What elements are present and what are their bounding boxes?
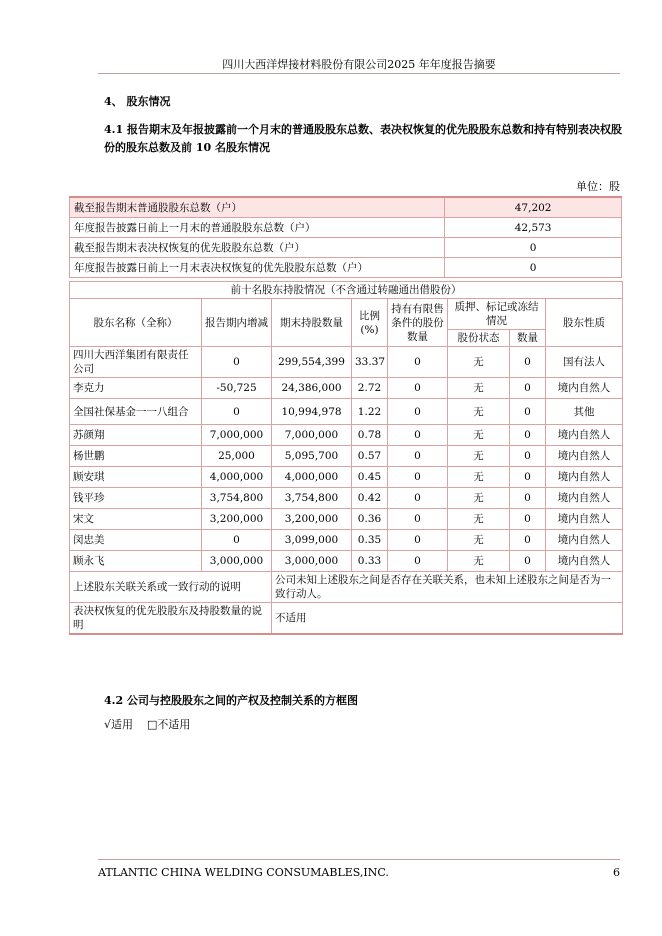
cell-nature: 境内自然人 — [546, 488, 623, 509]
header-pledge-status: 股份状态 — [448, 330, 510, 347]
pref-row — [70, 603, 623, 635]
cell-qty: 0 — [510, 399, 546, 425]
pref-text: 不适用 — [272, 603, 623, 635]
footer-rule — [98, 859, 620, 860]
cell-ratio: 0.57 — [352, 446, 388, 467]
cell-status: 无 — [448, 488, 510, 509]
page-header-title: 四川大西洋焊接材料股份有限公司2025 年年度报告摘要 — [222, 58, 496, 71]
cell-name: 宋文 — [70, 509, 202, 530]
section-4-1-heading: 4.1 报告期末及年报披露前一个月末的普通股股东总数、表决权恢复的优先股股东总数和持有特别表决权股份的股东总数及前 10 名股东情况 — [104, 123, 622, 154]
cell-ratio: 0.36 — [352, 509, 388, 530]
cell-qty: 0 — [510, 347, 546, 378]
cell-change: 3,200,000 — [202, 509, 272, 530]
summary-row — [70, 238, 622, 258]
not-applicable-checkbox[interactable]: □不适用 — [147, 718, 191, 731]
cell-qty: 0 — [510, 378, 546, 399]
cell-shares: 4,000,000 — [272, 467, 352, 488]
cell-change: 0 — [202, 530, 272, 551]
cell-ratio: 1.22 — [352, 399, 388, 425]
cell-restricted: 0 — [388, 467, 448, 488]
summary-label: 截至报告期末普通股股东总数（户） — [70, 197, 445, 218]
cell-name: 钱平珍 — [70, 488, 202, 509]
cell-nature: 国有法人 — [546, 347, 623, 378]
section-4-2-heading: 4.2 公司与控股股东之间的产权及控制关系的方框图 — [104, 694, 358, 707]
summary-row — [70, 197, 622, 218]
cell-change: 4,000,000 — [202, 467, 272, 488]
cell-name: 顾永飞 — [70, 551, 202, 572]
cell-nature: 其他 — [546, 399, 623, 425]
header-pledge: 质押、标记或冻结情况 — [448, 299, 546, 330]
cell-shares: 3,754,800 — [272, 488, 352, 509]
cell-change: 7,000,000 — [202, 425, 272, 446]
section-4-heading: 4、 股东情况 — [104, 95, 171, 108]
table-row — [70, 467, 623, 488]
cell-status: 无 — [448, 530, 510, 551]
cell-qty: 0 — [510, 488, 546, 509]
cell-nature: 境内自然人 — [546, 446, 623, 467]
table-row — [70, 446, 623, 467]
cell-status: 无 — [448, 446, 510, 467]
header-shares: 期末持股数量 — [272, 299, 352, 347]
cell-status: 无 — [448, 551, 510, 572]
cell-change: 25,000 — [202, 446, 272, 467]
cell-nature: 境内自然人 — [546, 378, 623, 399]
cell-ratio: 0.33 — [352, 551, 388, 572]
applicability-options — [104, 716, 190, 732]
header-change: 报告期内增减 — [202, 299, 272, 347]
cell-status: 无 — [448, 399, 510, 425]
cell-shares: 299,554,399 — [272, 347, 352, 378]
table-row — [70, 347, 623, 378]
cell-change: 0 — [202, 399, 272, 425]
cell-restricted: 0 — [388, 446, 448, 467]
page-number: 6 — [613, 866, 620, 879]
cell-shares: 7,000,000 — [272, 425, 352, 446]
summary-label: 年度报告披露日前上一月末表决权恢复的优先股股东总数（户） — [70, 258, 445, 278]
cell-shares: 5,095,700 — [272, 446, 352, 467]
table-row — [70, 530, 623, 551]
table-row — [70, 399, 623, 425]
table-row — [70, 551, 623, 572]
cell-shares: 3,099,000 — [272, 530, 352, 551]
cell-nature: 境内自然人 — [546, 425, 623, 446]
cell-ratio: 2.72 — [352, 378, 388, 399]
summary-value: 47,202 — [445, 197, 622, 218]
cell-status: 无 — [448, 467, 510, 488]
table-row — [70, 488, 623, 509]
cell-restricted: 0 — [388, 425, 448, 446]
cell-nature: 境内自然人 — [546, 551, 623, 572]
cell-status: 无 — [448, 347, 510, 378]
cell-name: 顾安琪 — [70, 467, 202, 488]
summary-label: 截至报告期末表决权恢复的优先股股东总数（户） — [70, 238, 445, 258]
header-nature: 股东性质 — [546, 299, 623, 347]
cell-restricted: 0 — [388, 551, 448, 572]
cell-qty: 0 — [510, 551, 546, 572]
cell-name: 全国社保基金一一八组合 — [70, 399, 202, 425]
pref-label: 表决权恢复的优先股股东及持股数量的说明 — [70, 603, 272, 635]
header-rule — [98, 73, 620, 74]
cell-qty: 0 — [510, 530, 546, 551]
cell-shares: 3,200,000 — [272, 509, 352, 530]
shareholder-summary-table — [69, 196, 622, 278]
unit-label: 单位：股 — [576, 180, 620, 193]
table-row — [70, 509, 623, 530]
summary-label: 年度报告披露日前上一月末的普通股股东总数（户） — [70, 218, 445, 238]
relation-label: 上述股东关联关系或一致行动的说明 — [70, 572, 272, 603]
cell-name: 苏颜翔 — [70, 425, 202, 446]
cell-shares: 10,994,978 — [272, 399, 352, 425]
cell-nature: 境内自然人 — [546, 530, 623, 551]
cell-ratio: 0.42 — [352, 488, 388, 509]
applicable-checkbox[interactable]: √适用 — [104, 718, 134, 731]
cell-name: 杨世鹏 — [70, 446, 202, 467]
relation-row — [70, 572, 623, 603]
cell-shares: 3,000,000 — [272, 551, 352, 572]
cell-ratio: 33.37 — [352, 347, 388, 378]
cell-restricted: 0 — [388, 347, 448, 378]
cell-status: 无 — [448, 509, 510, 530]
summary-row — [70, 218, 622, 238]
cell-ratio: 0.35 — [352, 530, 388, 551]
cell-shares: 24,386,000 — [272, 378, 352, 399]
cell-restricted: 0 — [388, 378, 448, 399]
header-ratio: 比例(%) — [352, 299, 388, 347]
cell-name: 闵忠美 — [70, 530, 202, 551]
summary-value: 0 — [445, 258, 622, 278]
summary-value: 42,573 — [445, 218, 622, 238]
cell-restricted: 0 — [388, 488, 448, 509]
summary-value: 0 — [445, 238, 622, 258]
cell-change: 3,754,800 — [202, 488, 272, 509]
cell-restricted: 0 — [388, 399, 448, 425]
top10-shareholders-table — [69, 281, 623, 635]
header-restricted: 持有有限售条件的股份数量 — [388, 299, 448, 347]
header-pledge-qty: 数量 — [510, 330, 546, 347]
top10-title: 前十名股东持股情况（不含通过转融通出借股份） — [70, 282, 623, 299]
summary-row — [70, 258, 622, 278]
cell-name: 李克力 — [70, 378, 202, 399]
cell-change: -50,725 — [202, 378, 272, 399]
cell-nature: 境内自然人 — [546, 467, 623, 488]
table-row — [70, 378, 623, 399]
cell-ratio: 0.45 — [352, 467, 388, 488]
cell-status: 无 — [448, 425, 510, 446]
cell-nature: 境内自然人 — [546, 509, 623, 530]
cell-status: 无 — [448, 378, 510, 399]
cell-change: 3,000,000 — [202, 551, 272, 572]
cell-name: 四川大西洋集团有限责任公司 — [70, 347, 202, 378]
cell-qty: 0 — [510, 467, 546, 488]
cell-qty: 0 — [510, 446, 546, 467]
cell-restricted: 0 — [388, 530, 448, 551]
table-row — [70, 425, 623, 446]
cell-restricted: 0 — [388, 509, 448, 530]
cell-change: 0 — [202, 347, 272, 378]
header-name: 股东名称（全称） — [70, 299, 202, 347]
relation-text: 公司未知上述股东之间是否存在关联关系，也未知上述股东之间是否为一致行动人。 — [272, 572, 623, 603]
cell-ratio: 0.78 — [352, 425, 388, 446]
cell-qty: 0 — [510, 425, 546, 446]
footer-company: ATLANTIC CHINA WELDING CONSUMABLES,INC. — [98, 866, 389, 879]
cell-qty: 0 — [510, 509, 546, 530]
